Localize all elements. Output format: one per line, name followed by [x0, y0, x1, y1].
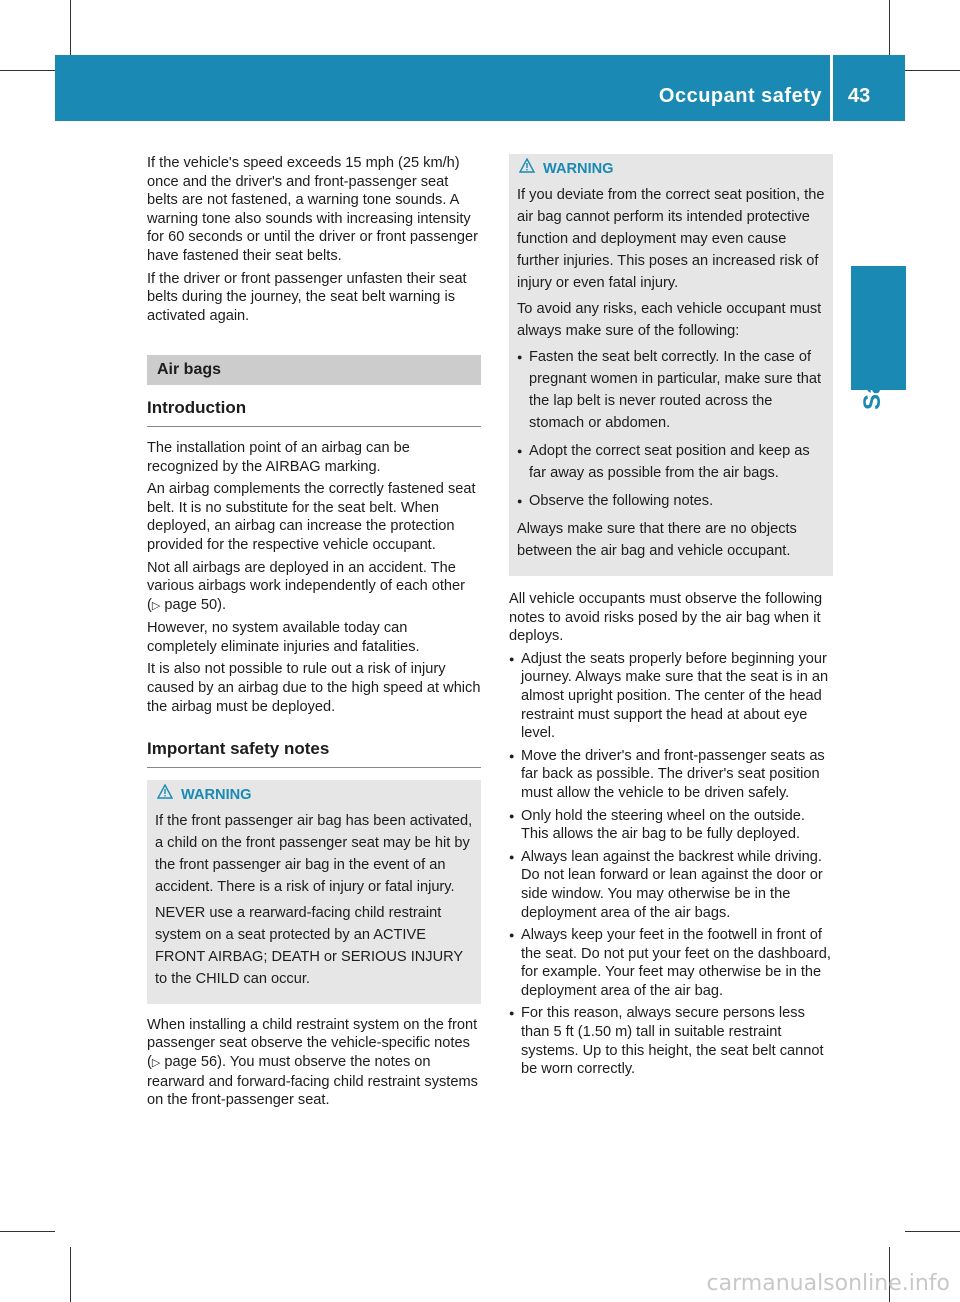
- paragraph: If the driver or front passenger unfasten their seat belts during the journey, the seat belt warning is activated again.: [147, 270, 467, 324]
- header-divider: [830, 55, 833, 121]
- warning-title: [155, 784, 473, 806]
- crop-mark: [905, 1231, 960, 1232]
- warning-label: WARNING: [543, 161, 614, 177]
- warning-triangle-icon: [157, 784, 173, 806]
- paragraph: However, no system available today can completely eliminate injuries and fatalities.: [147, 620, 420, 655]
- page-number: 43: [848, 85, 871, 107]
- list-item: ● Move the driver's and front-passenger seats as far back as possible. The driver's seat position must allow the vehicle to be driven safely.: [509, 747, 833, 803]
- page-ref-arrow-icon: ▷: [151, 599, 161, 612]
- text: ).: [217, 596, 227, 613]
- subheading-introduction: Introduction: [147, 385, 481, 427]
- list-item: ● For this reason, always secure persons less than 5 ft (1.50 m) tall in suitable restraint systems. Up to this height, the seat belt cannot be worn correctly.: [509, 1004, 833, 1078]
- page-ref-link[interactable]: page 50: [164, 596, 218, 613]
- list-item: ● Always lean against the backrest while driving. Do not lean forward or lean against the door or side window. You may otherwise be in the deployment area of the air bags.: [509, 848, 833, 922]
- text: ). You must observe the notes on rearward and forward-facing child restraint systems on the front-passenger seat.: [147, 1054, 478, 1109]
- text: When installing a child restraint system on the front passenger seat observe the vehicle-specific notes (: [147, 1016, 478, 1071]
- list-item: ● Always keep your feet in the footwell in front of the seat. Do not put your feet on the dashboard, for example. Your feet may otherwise be in the deployment area of the air bag.: [509, 926, 833, 1000]
- page-ref-link[interactable]: page 56: [164, 1054, 218, 1071]
- warning-box: [147, 780, 481, 1004]
- section-heading-airbags: Air bags: [147, 355, 481, 385]
- watermark: carmanualsonline.info: [706, 1271, 950, 1296]
- paragraph: To avoid any risks, each vehicle occupant must always make sure of the following:: [517, 301, 822, 339]
- list-item: ● Adjust the seats properly before beginning your journey. Always make sure that the seat is in an almost upright position. The center of the head restraint must support the head at about eye level.: [509, 650, 833, 743]
- paragraph: [147, 559, 481, 616]
- crop-mark: [0, 70, 55, 71]
- side-tab-label: Safety: [859, 337, 887, 411]
- left-column: [147, 154, 481, 1114]
- crop-mark: [70, 1247, 71, 1302]
- paragraph: [147, 1016, 481, 1110]
- warning-triangle-icon: [519, 158, 535, 180]
- paragraph: NEVER use a rearward-facing child restraint system on a seat protected by an ACTIVE FRONT AIRBAG; DEATH or SERIOUS INJURY to the CHILD can occur.: [155, 904, 463, 987]
- bullet-list: [509, 650, 833, 1079]
- crop-mark: [0, 1231, 55, 1232]
- list-item: ● Adopt the correct seat position and keep as far away as possible from the air bags.: [517, 440, 825, 484]
- paragraph: Always make sure that there are no objects between the air bag and vehicle occupant.: [517, 521, 797, 559]
- text: Not all airbags are deployed in an accident. The various airbags work independently of each other (: [147, 559, 466, 613]
- list-item: ● Fasten the seat belt correctly. In the case of pregnant women in particular, make sure that the lap belt is never routed across the stomach or abdomen.: [517, 346, 825, 434]
- page-ref-arrow-icon: ▷: [151, 1057, 161, 1070]
- subheading-safety-notes: Important safety notes: [147, 726, 481, 768]
- paragraph: It is also not possible to rule out a risk of injury caused by an airbag due to the high speed at which the airbag must be deployed.: [147, 661, 481, 715]
- right-column: [509, 154, 833, 1083]
- paragraph: If the front passenger air bag has been activated, a child on the front passenger seat may be hit by the front passenger air bag in the event of an accident. There is a risk of injury or fatal injury.: [155, 812, 473, 895]
- warning-title: [517, 158, 825, 180]
- paragraph: An airbag complements the correctly fastened seat belt. It is no substitute for the seat belt. When deployed, an airbag can increase the protection provided for the respective vehicle occupant.: [147, 481, 476, 553]
- paragraph: All vehicle occupants must observe the following notes to avoid risks posed by the air bag when it deploys.: [509, 591, 823, 645]
- paragraph: If you deviate from the correct seat position, the air bag cannot perform its intended protective function and deployment may even cause further injuries. This poses an increased risk of injury or even fatal injury.: [517, 187, 825, 291]
- crop-mark: [70, 0, 71, 55]
- list-item: ● Only hold the steering wheel on the outside. This allows the air bag to be fully deployed.: [509, 807, 833, 844]
- page-title: Occupant safety: [658, 85, 822, 107]
- warning-label: WARNING: [181, 786, 252, 803]
- warning-box: [509, 154, 833, 576]
- warning-bullet-list: [517, 346, 825, 512]
- list-item: ● Observe the following notes.: [517, 490, 825, 512]
- crop-mark: [905, 70, 960, 71]
- paragraph: If the vehicle's speed exceeds 15 mph (25 km/h) once and the driver's and front-passenger seat belts are not fastened, a warning tone sounds. A warning tone also sounds with increasing intensity for 60 seconds or until the driver or front passenger have fastened their seat belts.: [147, 155, 478, 264]
- paragraph: The installation point of an airbag can be recognized by the AIRBAG marking.: [147, 439, 410, 475]
- crop-mark: [889, 0, 890, 55]
